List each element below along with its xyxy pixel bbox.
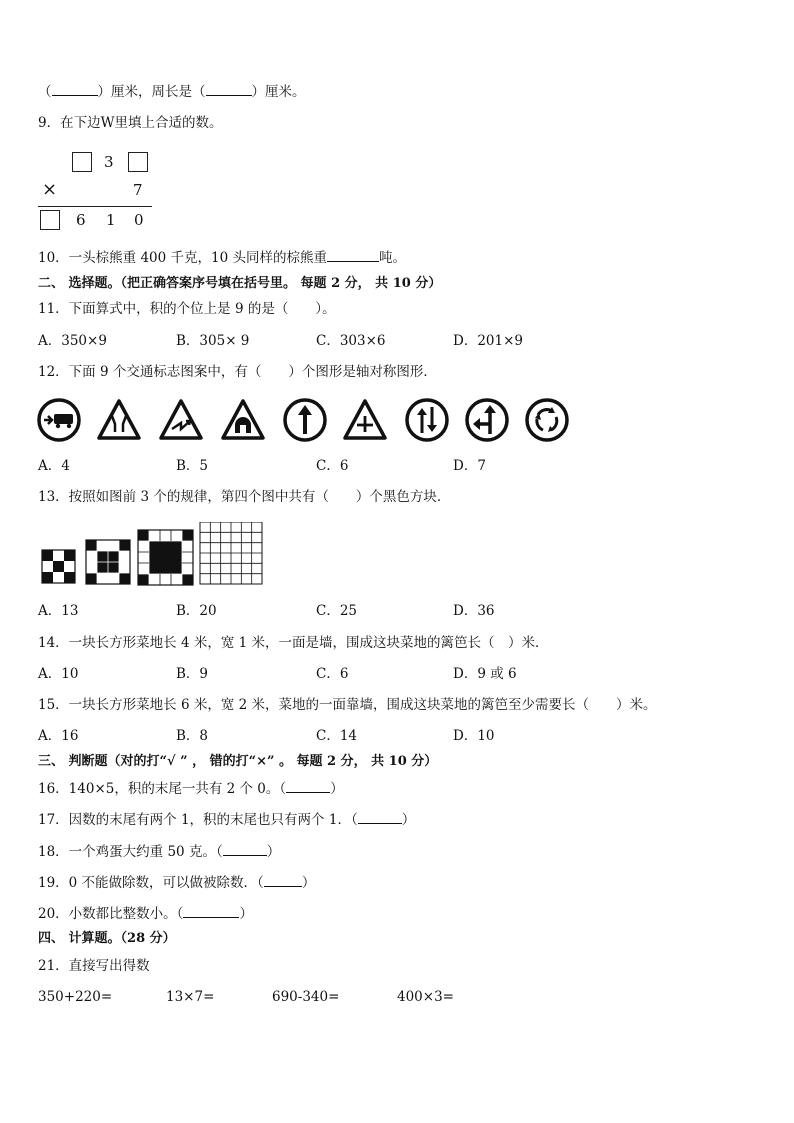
q21-item[interactable]: 400×3= [397,989,454,1005]
pattern-figure-1 [42,550,75,583]
q14-option-c[interactable]: C．6 [316,666,349,682]
answer-blank[interactable] [223,842,267,856]
pattern-figure-2 [86,540,130,584]
digit: 6 [76,211,86,229]
digit-box[interactable] [128,152,148,172]
q11-text: 11．下面算式中，积的个位上是 9 的是（ ）。 [38,301,336,317]
q21-item[interactable]: 350+220= [38,989,113,1005]
answer-blank[interactable] [52,82,98,96]
q12-option-a[interactable]: A．4 [38,458,70,474]
q11-option-a[interactable]: A．350×9 [38,333,107,349]
digit: 3 [104,153,114,171]
section-3-title: 三、 判断题（对的打“√ ” ， 错的打“×” 。 每题 2 分， 共 10 分） [38,754,438,769]
q12-option-c[interactable]: C．6 [316,458,349,474]
q10-text: 10．一头棕熊重 400 千克，10 头同样的棕熊重 吨。 [38,250,406,266]
pattern-figure-3 [138,530,193,585]
cross-road-sign-icon [342,398,388,442]
times-sign: × [42,179,58,200]
car-turn-sign-icon [36,398,82,442]
crossing-arrows-sign-icon [158,398,204,442]
q21-text: 21．直接写出得数 [38,958,150,974]
section-2-title: 二、 选择题。（把正确答案序号填在括号里。 每题 2 分， 共 10 分） [38,276,442,291]
section-4-title: 四、 计算题。（28 分） [38,931,176,946]
answer-blank[interactable] [358,810,402,824]
q20-text: 20．小数都比整数小。（ ） [38,906,253,922]
q12-option-b[interactable]: B．5 [176,458,209,474]
q14-option-a[interactable]: A．10 [38,666,79,682]
q15-option-b[interactable]: B．8 [176,728,209,744]
answer-blank[interactable] [327,248,379,262]
digit-box[interactable] [40,210,60,230]
straight-arrow-sign-icon [282,398,328,442]
q14-option-d[interactable]: D．9 或 6 [453,666,517,682]
q18-text: 18．一个鸡蛋大约重 50 克。（ ） [38,844,281,860]
q13-option-d[interactable]: D．36 [453,603,495,619]
answer-blank[interactable] [286,779,330,793]
answer-blank[interactable] [206,82,252,96]
q12-text: 12．下面 9 个交通标志图案中，有（ ）个图形是轴对称图形． [38,364,437,380]
q16-text: 16．140×5，积的末尾一共有 2 个 0。（ ） [38,781,344,797]
tunnel-sign-icon [220,398,266,442]
q11-option-c[interactable]: C．303×6 [316,333,386,349]
q14-option-b[interactable]: B．9 [176,666,209,682]
q15-text: 15．一块长方形菜地长 6 米，宽 2 米，菜地的一面靠墙，围成这块菜地的篱笆至少需要长（ ）米。 [38,697,657,713]
roundabout-sign-icon [524,398,570,442]
q13-option-a[interactable]: A．13 [38,603,79,619]
q11-option-d[interactable]: D．201×9 [453,333,523,349]
digit-box[interactable] [72,152,92,172]
multiplication-puzzle [38,150,158,232]
q13-text: 13．按照如图前 3 个的规律，第四个图中共有（ ）个黑色方块． [38,489,451,505]
pattern-figure-4-empty-grid [200,522,262,584]
two-way-arrows-sign-icon [404,398,450,442]
q15-option-a[interactable]: A．16 [38,728,79,744]
answer-blank[interactable] [264,873,302,887]
digit: 1 [106,211,116,229]
q12-option-d[interactable]: D．7 [453,458,486,474]
answer-blank[interactable] [183,904,239,918]
q11-option-b[interactable]: B．305× 9 [176,333,250,349]
q15-option-d[interactable]: D．10 [453,728,495,744]
q17-text: 17．因数的末尾有两个 1，积的末尾也只有两个 1．（ ） [38,812,416,828]
q21-item[interactable]: 13×7= [166,989,215,1005]
q8-continuation: （ ）厘米，周长是（ ）厘米。 [38,84,306,100]
q19-text: 19．0 不能做除数，可以做被除数．（ ） [38,875,316,891]
digit: 0 [134,211,144,229]
block-pattern-figures [38,522,278,588]
q15-option-c[interactable]: C．14 [316,728,358,744]
q21-item[interactable]: 690-340= [272,989,340,1005]
left-straight-sign-icon [464,398,510,442]
divider-line [38,206,152,207]
q9-text: 9．在下边W里填上合适的数。 [38,115,223,131]
q13-option-b[interactable]: B．20 [176,603,217,619]
digit: 7 [133,181,143,199]
q14-text: 14．一块长方形菜地长 4 米，宽 1 米，一面是墙，围成这块菜地的篱笆长（ ）米． [38,635,549,651]
narrow-road-sign-icon [96,398,142,442]
block-patterns [38,522,278,592]
q13-option-c[interactable]: C．25 [316,603,358,619]
